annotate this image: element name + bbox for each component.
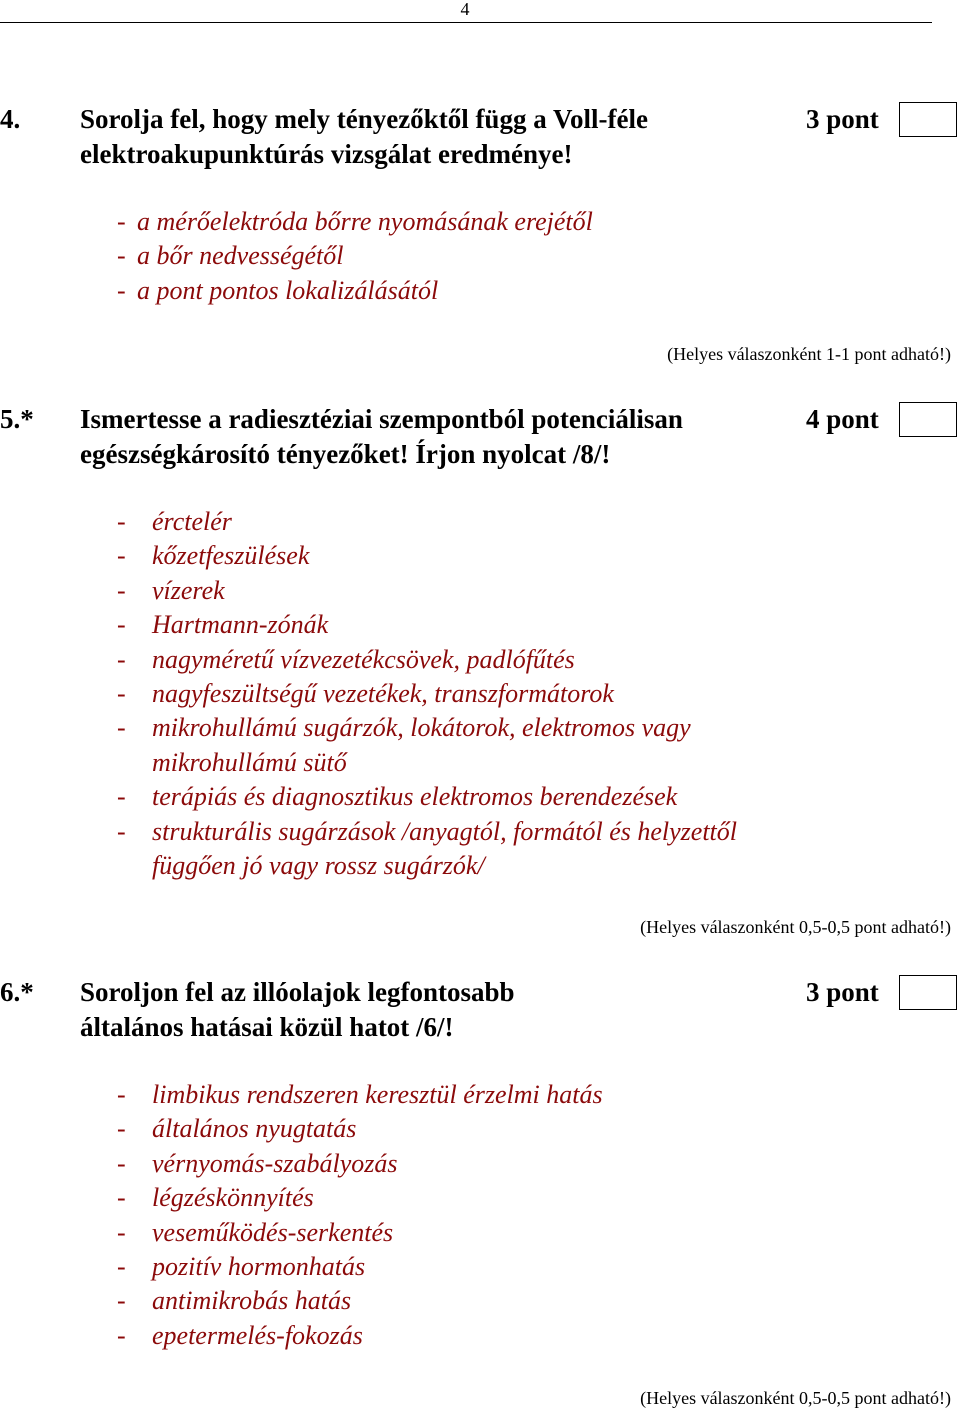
list-item: - pozitív hormonhatás xyxy=(117,1252,366,1282)
list-item: - strukturális sugárzások /anyagtól, formától és helyzettől függően jó vagy rossz sugárzók/ xyxy=(117,816,737,881)
list-item: - terápiás és diagnosztikus elektromos berendezések xyxy=(117,782,678,812)
question-text-line-2: általános hatásai közül hatot /6/! xyxy=(80,1012,454,1042)
question-text-line-2: elektroakupunktúrás vizsgálat eredménye! xyxy=(80,139,573,169)
list-item: - epetermelés-fokozás xyxy=(117,1320,363,1350)
list-item: - limbikus rendszeren keresztül érzelmi hatás xyxy=(117,1080,603,1109)
list-item: - vérnyomás-szabályozás xyxy=(117,1148,398,1178)
page-number: 4 xyxy=(460,0,470,19)
answer-list-4 xyxy=(117,205,593,308)
list-item: - a pont pontos lokalizálásától xyxy=(117,275,439,305)
question-number: 6.* xyxy=(0,977,34,1007)
list-item: - Hartmann-zónák xyxy=(117,610,329,640)
list-item: - veseműködés-serkentés xyxy=(117,1217,394,1247)
answer-list-5 xyxy=(117,505,737,883)
header-divider xyxy=(0,22,932,23)
question-number: 4. xyxy=(0,104,21,134)
question-points: 4 pont xyxy=(806,404,879,434)
question-points: 3 pont xyxy=(806,104,879,134)
list-item: - antimikrobás hatás xyxy=(117,1286,352,1316)
question-text-line-1: Ismertesse a radiesztéziai szempontból potenciálisan xyxy=(80,404,683,434)
score-box[interactable] xyxy=(899,402,957,437)
list-item: - kőzetfeszülések xyxy=(117,541,310,571)
list-item: - mikrohullámú sugárzók, lokátorok, elektromos vagy mikrohullámú sütő xyxy=(117,713,691,777)
list-item: - légzéskönnyítés xyxy=(117,1183,314,1213)
question-text-line-2: egészségkárosító tényezőket! Írjon nyolcat /8/! xyxy=(80,439,611,469)
scoring-note: (Helyes válaszonként 1-1 pont adható!) xyxy=(667,344,951,364)
scoring-note: (Helyes válaszonként 0,5-0,5 pont adható!) xyxy=(640,917,951,937)
question-text-line-1: Sorolja fel, hogy mely tényezőktől függ a Voll-féle xyxy=(80,104,648,134)
list-item: - érctelér xyxy=(117,507,232,536)
list-item: - vízerek xyxy=(117,575,225,605)
answer-list-6 xyxy=(117,1078,603,1353)
list-item: - a mérőelektróda bőrre nyomásának erejétől xyxy=(117,207,593,236)
question-points: 3 pont xyxy=(806,977,879,1007)
list-item: - a bőr nedvességétől xyxy=(117,241,344,271)
list-item: - nagyméretű vízvezetékcsövek, padlófűtés xyxy=(117,644,575,674)
list-item: - nagyfeszültségű vezetékek, transzformátorok xyxy=(117,679,614,709)
question-number: 5.* xyxy=(0,404,34,434)
scoring-note: (Helyes válaszonként 0,5-0,5 pont adható!) xyxy=(640,1388,951,1408)
question-text-line-1: Soroljon fel az illóolajok legfontosabb xyxy=(80,977,515,1007)
score-box[interactable] xyxy=(899,975,957,1010)
list-item: - általános nyugtatás xyxy=(117,1114,357,1144)
score-box[interactable] xyxy=(899,102,957,137)
